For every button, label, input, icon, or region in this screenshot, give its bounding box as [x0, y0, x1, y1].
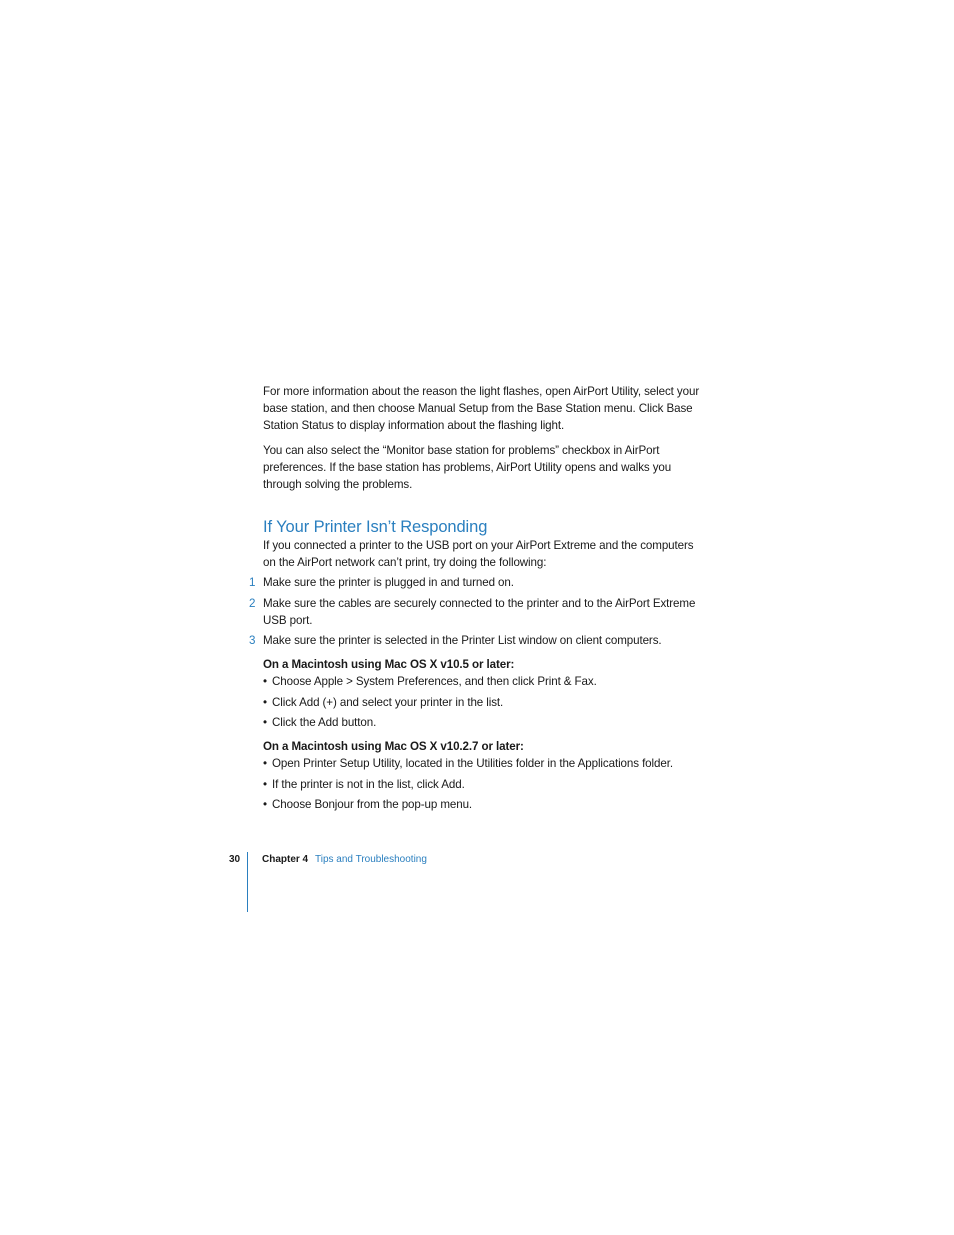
mac105-heading: On a Macintosh using Mac OS X v10.5 or later: — [263, 658, 515, 671]
bullet-marker: • — [263, 798, 267, 811]
step-number: 3 — [249, 634, 256, 647]
footer-divider — [247, 852, 248, 912]
step-number: 1 — [249, 576, 256, 589]
intro-paragraph-2: You can also select the “Monitor base station for problems” checkbox in AirPort preferences. If the base station has problems, AirPort Utility opens and walks you through solving the problems. — [263, 444, 672, 491]
list-item-text: If the printer is not in the list, click Add. — [272, 778, 465, 791]
list-item-text: Choose Apple > System Preferences, and then click Print & Fax. — [272, 675, 597, 688]
bullet-marker: • — [263, 716, 267, 729]
list-item-text: Click the Add button. — [272, 716, 377, 729]
list-item-text: Click Add (+) and select your printer in the list. — [272, 696, 504, 709]
bullet-marker: • — [263, 696, 267, 709]
bullet-marker: • — [263, 778, 267, 791]
mac1027-heading: On a Macintosh using Mac OS X v10.2.7 or later: — [263, 740, 524, 753]
section-intro: If you connected a printer to the USB port on your AirPort Extreme and the computers on the AirPort network can’t print, try doing the following: — [263, 539, 694, 569]
intro-paragraph-1: For more information about the reason the light flashes, open AirPort Utility, select your base station, and then choose Manual Setup from the Base Station menu. Click Base Station Status to display information about the flashing light. — [263, 385, 700, 432]
step-text: Make sure the cables are securely connected to the printer and to the AirPort Extreme USB port. — [263, 597, 696, 627]
page-number: 30 — [229, 854, 241, 865]
bullet-marker: • — [263, 757, 267, 770]
footer-chapter-label: Chapter 4 — [262, 854, 309, 865]
step-number: 2 — [249, 597, 256, 610]
section-heading: If Your Printer Isn’t Responding — [263, 518, 488, 536]
footer-section-title: Tips and Troubleshooting — [315, 854, 427, 865]
step-text: Make sure the printer is plugged in and turned on. — [263, 576, 514, 589]
list-item-text: Choose Bonjour from the pop-up menu. — [272, 798, 473, 811]
bullet-marker: • — [263, 675, 267, 688]
list-item-text: Open Printer Setup Utility, located in the Utilities folder in the Applications folder. — [272, 757, 673, 770]
step-text: Make sure the printer is selected in the Printer List window on client computers. — [263, 634, 662, 647]
